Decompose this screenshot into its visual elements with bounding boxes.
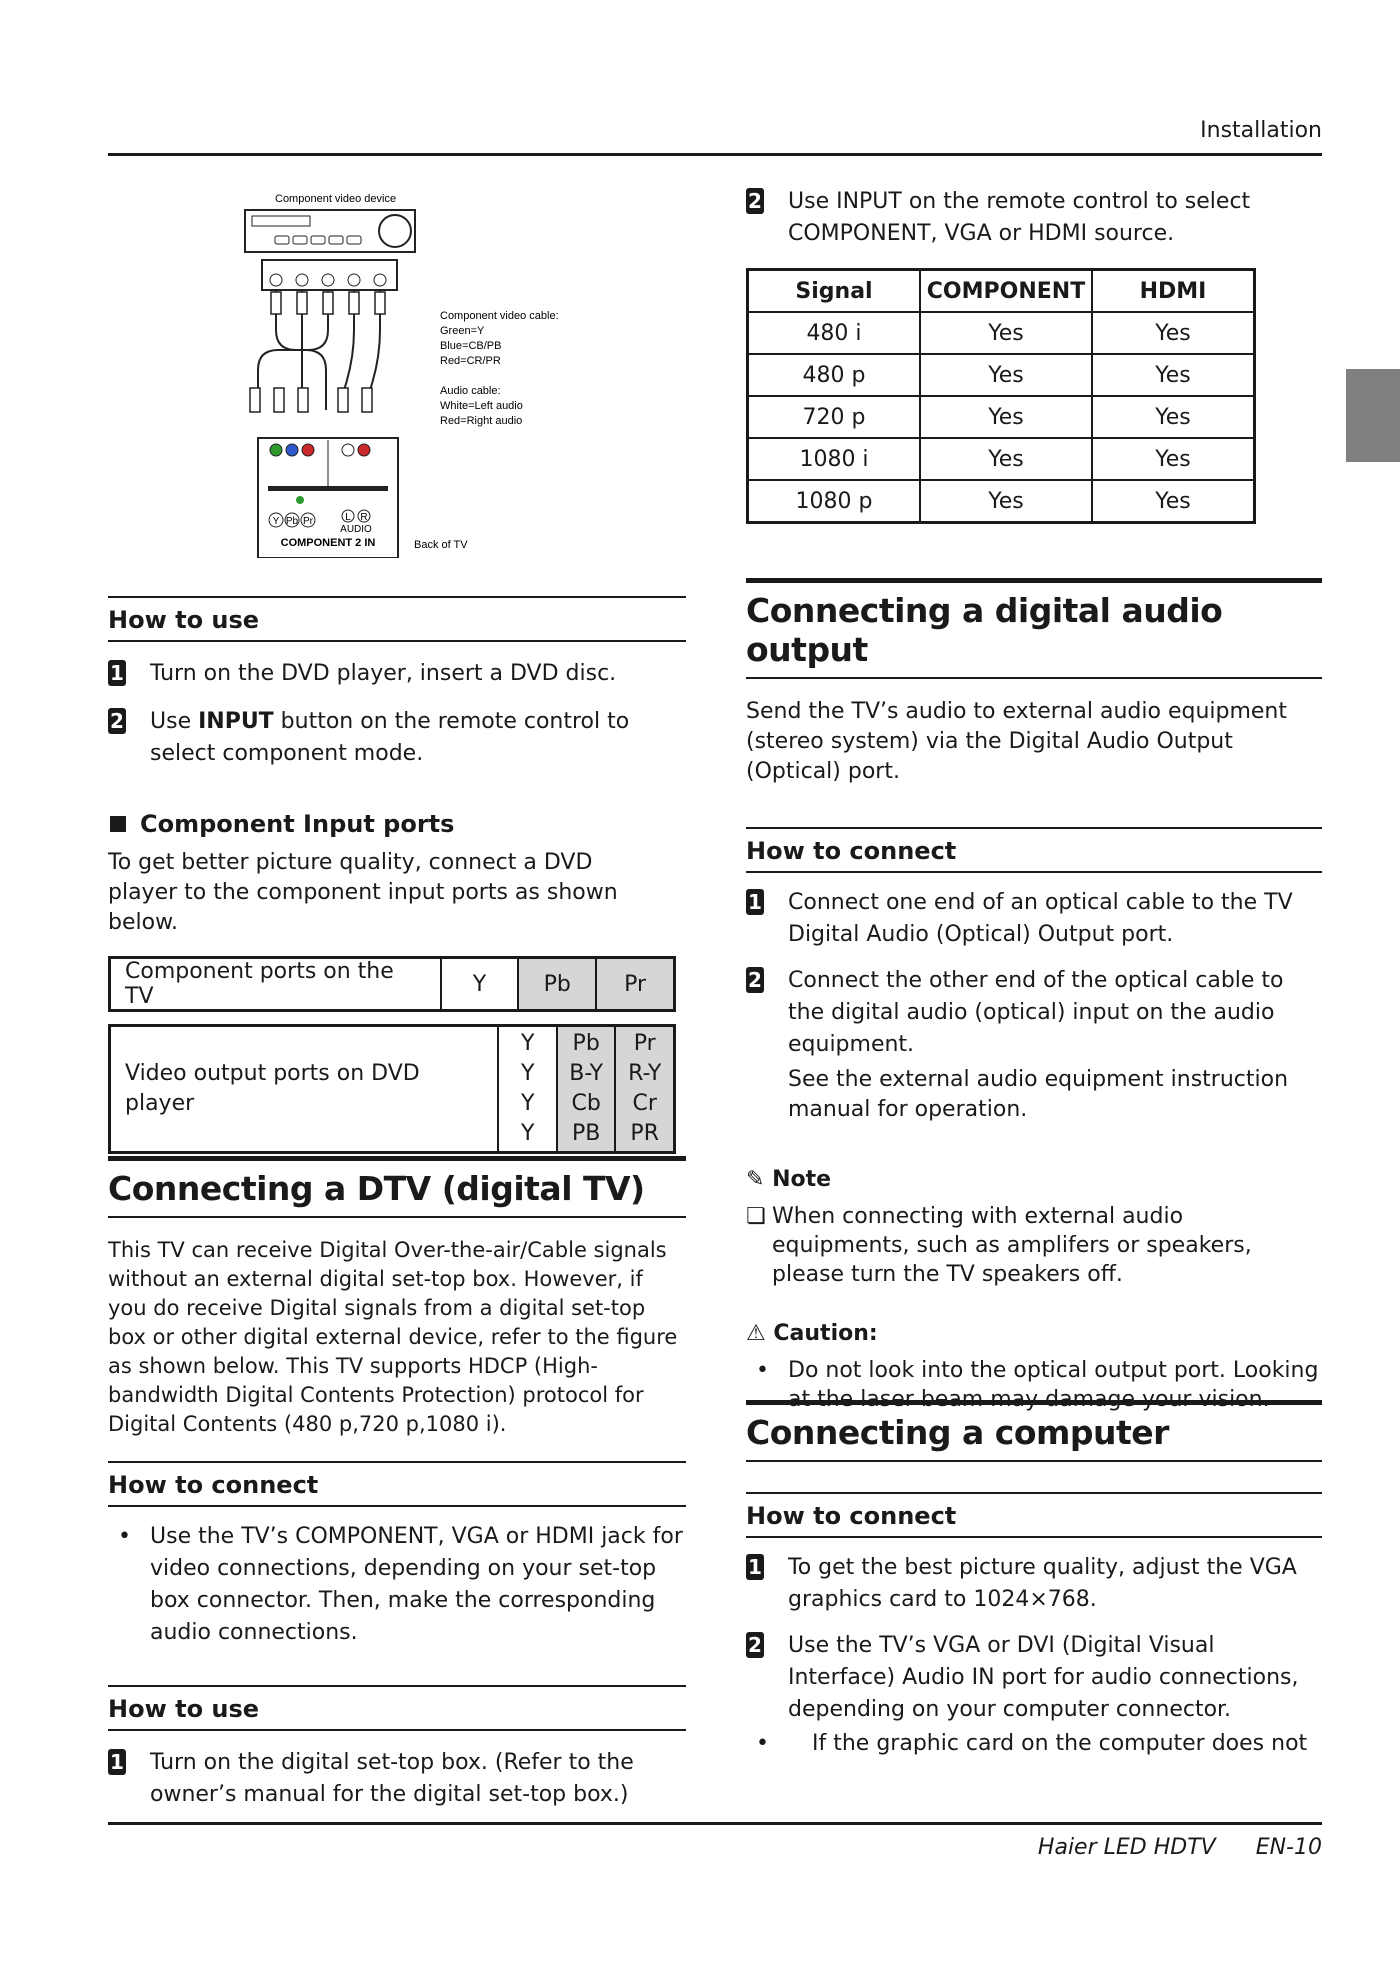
signal-table xyxy=(746,268,1256,524)
step-number: 2 xyxy=(746,188,764,214)
audio-step-2 xyxy=(746,965,1322,1125)
footer-brand: Haier LED HDTV xyxy=(1037,1835,1216,1860)
step-text: Connect the other end of the optical cable to the digital audio (optical) input on the audio equipment. xyxy=(788,968,1284,1057)
side-tab xyxy=(1346,369,1400,462)
step-text: Use the TV’s VGA or DVI (Digital Visual Interface) Audio IN port for audio connections, depending on your computer connector. xyxy=(788,1633,1299,1722)
table-cell-pr-list xyxy=(615,1026,674,1153)
col-header-signal: Signal xyxy=(748,270,921,313)
computer-how-to-connect-heading: How to connect xyxy=(746,1492,1322,1538)
how-to-use-heading: How to use xyxy=(108,596,686,642)
table-cell: Yes xyxy=(920,480,1092,523)
table-cell: 480 p xyxy=(748,354,921,396)
dtv-connect-bullet: • Use the TV’s COMPONENT, VGA or HDMI jack for video connections, depending on your set-top box connector. Then, make the corresponding audio connections. xyxy=(108,1521,686,1649)
computer-section xyxy=(746,1400,1322,1760)
cell-line: Cb xyxy=(571,1091,601,1116)
table-cell: Yes xyxy=(1092,354,1255,396)
bullet-text: If the graphic card on the computer does not xyxy=(812,1731,1308,1756)
tv-port-label: COMPONENT 2 IN xyxy=(280,537,376,549)
note-label: Note xyxy=(772,1167,832,1192)
table-cell: Yes xyxy=(920,438,1092,480)
cable-info-1: Green=Y xyxy=(440,325,485,337)
component-ports-title: Component Input ports xyxy=(140,810,455,838)
cell-line: B-Y xyxy=(569,1061,604,1086)
caution-label: Caution: xyxy=(773,1321,878,1346)
checkbox-icon: ❏ xyxy=(746,1204,766,1229)
dtv-how-to-use-heading: How to use xyxy=(108,1685,686,1731)
dtv-intro: This TV can receive Digital Over-the-air/Cable signals without an external digital set-top box. However, if you do receive Digital signals from a digital set-top box or other digital external device, refer to the figure as shown below. This TV supports HDCP (High-bandwidth Digital Contents Protection) protocol for Digital Contents (480 p,720 p,1080 i). xyxy=(108,1238,678,1436)
step-number: 1 xyxy=(746,1554,764,1580)
note-text: When connecting with external audio equipments, such as amplifers or speakers, please turn the TV speakers off. xyxy=(772,1204,1252,1287)
back-of-tv-label: Back of TV xyxy=(414,539,468,551)
cell-line: PB xyxy=(571,1121,601,1146)
col-header-component: COMPONENT xyxy=(920,270,1092,313)
step-text: Turn on the digital set-top box. (Refer to the owner’s manual for the digital set-top box.) xyxy=(150,1750,634,1807)
audio-how-to-connect-heading: How to connect xyxy=(746,827,1322,873)
step-number: 1 xyxy=(108,1749,126,1775)
table-cell-pb: Pb xyxy=(518,958,596,1011)
note-heading xyxy=(746,1167,1322,1192)
step-extra-text: See the external audio equipment instruction manual for operation. xyxy=(788,1067,1289,1122)
digital-audio-heading: Connecting a digital audio output xyxy=(746,578,1322,679)
table-cell: Yes xyxy=(920,354,1092,396)
cell-line: Y xyxy=(520,1091,535,1116)
table-cell: Yes xyxy=(1092,480,1255,523)
table-row xyxy=(110,958,675,1011)
how-to-use-step-2 xyxy=(108,706,686,770)
table-cell-y-list xyxy=(498,1026,556,1153)
table-cell: 1080 i xyxy=(748,438,921,480)
component-ports-intro: To get better picture quality, connect a DVD player to the component input ports as shown below. xyxy=(108,850,618,935)
table-cell: 1080 p xyxy=(748,480,921,523)
tv-port-r: R xyxy=(360,512,368,523)
component-connection-diagram xyxy=(230,188,590,558)
computer-bullet xyxy=(746,1728,1322,1760)
cable-info-0: Component video cable: xyxy=(440,310,559,322)
step-text: To get the best picture quality, adjust the VGA graphics card to 1024×768. xyxy=(788,1555,1297,1612)
component-ports-section xyxy=(108,810,686,1154)
input-step-2 xyxy=(746,186,1322,250)
how-to-use-step-1 xyxy=(108,658,686,690)
table-cell: Yes xyxy=(1092,438,1255,480)
table-cell-pb-list xyxy=(557,1026,615,1153)
cell-line: Y xyxy=(520,1061,535,1086)
header-rule xyxy=(108,153,1322,156)
cell-line: PR xyxy=(630,1121,659,1146)
tv-port-audio: AUDIO xyxy=(340,524,372,535)
table-row xyxy=(748,438,1255,480)
table-cell-label: Video output ports on DVD player xyxy=(110,1026,499,1153)
table-cell: 480 i xyxy=(748,312,921,354)
step-text-pre: Use xyxy=(150,709,199,734)
computer-step-2 xyxy=(746,1630,1322,1726)
audio-info-0: Audio cable: xyxy=(440,385,501,397)
footer-rule xyxy=(108,1822,1322,1825)
digital-audio-intro: Send the TV’s audio to external audio equipment (stereo system) via the Digital Audio Output (Optical) port. xyxy=(746,699,1287,784)
dvd-ports-table xyxy=(108,1024,676,1154)
tv-port-pr: Pr xyxy=(303,516,313,527)
table-cell: Yes xyxy=(1092,312,1255,354)
square-bullet-icon xyxy=(110,816,126,832)
footer-page-number: EN-10 xyxy=(1255,1835,1322,1860)
cell-line: Pb xyxy=(572,1031,600,1056)
digital-audio-section xyxy=(746,578,1322,1414)
step-text-post: button on the remote control to select component mode. xyxy=(150,709,630,766)
table-row xyxy=(748,354,1255,396)
audio-info-2: Red=Right audio xyxy=(440,415,523,427)
dtv-heading: Connecting a DTV (digital TV) xyxy=(108,1156,686,1218)
warning-icon: ⚠ xyxy=(746,1321,766,1346)
table-cell: Yes xyxy=(920,312,1092,354)
step-number: 1 xyxy=(108,660,126,686)
step-number: 2 xyxy=(108,708,126,734)
footer xyxy=(1038,1835,1322,1860)
audio-info-1: White=Left audio xyxy=(440,400,523,412)
computer-heading: Connecting a computer xyxy=(746,1400,1322,1462)
cell-line: Y xyxy=(520,1121,535,1146)
dtv-use-step-1 xyxy=(108,1747,686,1811)
tv-port-pb: Pb xyxy=(285,516,299,527)
step-number: 2 xyxy=(746,967,764,993)
step-text: Use INPUT on the remote control to select COMPONENT, VGA or HDMI source. xyxy=(788,189,1251,246)
cell-line: R-Y xyxy=(628,1061,662,1086)
tv-port-l: L xyxy=(345,512,351,523)
dtv-how-to-connect-heading: How to connect xyxy=(108,1461,686,1507)
dtv-section xyxy=(108,1156,686,1811)
table-cell: Yes xyxy=(920,396,1092,438)
cell-line: Y xyxy=(520,1031,535,1056)
step-number: 2 xyxy=(746,1632,764,1658)
table-header-row xyxy=(748,270,1255,313)
table-row xyxy=(748,396,1255,438)
cable-info-2: Blue=CB/PB xyxy=(440,340,502,352)
tv-port-y: Y xyxy=(272,516,280,527)
computer-step-1 xyxy=(746,1552,1322,1616)
col-header-hdmi: HDMI xyxy=(1092,270,1255,313)
pencil-icon: ✎ xyxy=(746,1167,765,1192)
table-cell: 720 p xyxy=(748,396,921,438)
cell-line: Cr xyxy=(632,1091,657,1116)
table-cell-y: Y xyxy=(441,958,519,1011)
table-row xyxy=(110,1026,675,1153)
caution-bullet: • Do not look into the optical output port. Looking at the laser beam may damage your vision. xyxy=(746,1356,1322,1414)
step-text-bold: INPUT xyxy=(198,709,274,734)
header-section-title: Installation xyxy=(1200,118,1322,143)
cell-line: Pr xyxy=(633,1031,656,1056)
audio-step-1 xyxy=(746,887,1322,951)
step-text: Turn on the DVD player, insert a DVD disc. xyxy=(150,661,617,686)
input-step-section xyxy=(746,186,1322,524)
device-label: Component video device xyxy=(275,193,397,205)
table-cell-pr: Pr xyxy=(596,958,674,1011)
component-ports-heading xyxy=(108,810,686,838)
note-item xyxy=(746,1202,1322,1289)
cable-info-3: Red=CR/PR xyxy=(440,355,501,367)
table-cell: Yes xyxy=(1092,396,1255,438)
table-row xyxy=(748,312,1255,354)
how-to-use-section xyxy=(108,596,686,770)
step-number: 1 xyxy=(746,889,764,915)
caution-heading xyxy=(746,1321,1322,1346)
table-cell-label: Component ports on the TV xyxy=(110,958,441,1011)
component-ports-table xyxy=(108,956,676,1012)
table-row xyxy=(748,480,1255,523)
step-text: Connect one end of an optical cable to the TV Digital Audio (Optical) Output port. xyxy=(788,890,1293,947)
